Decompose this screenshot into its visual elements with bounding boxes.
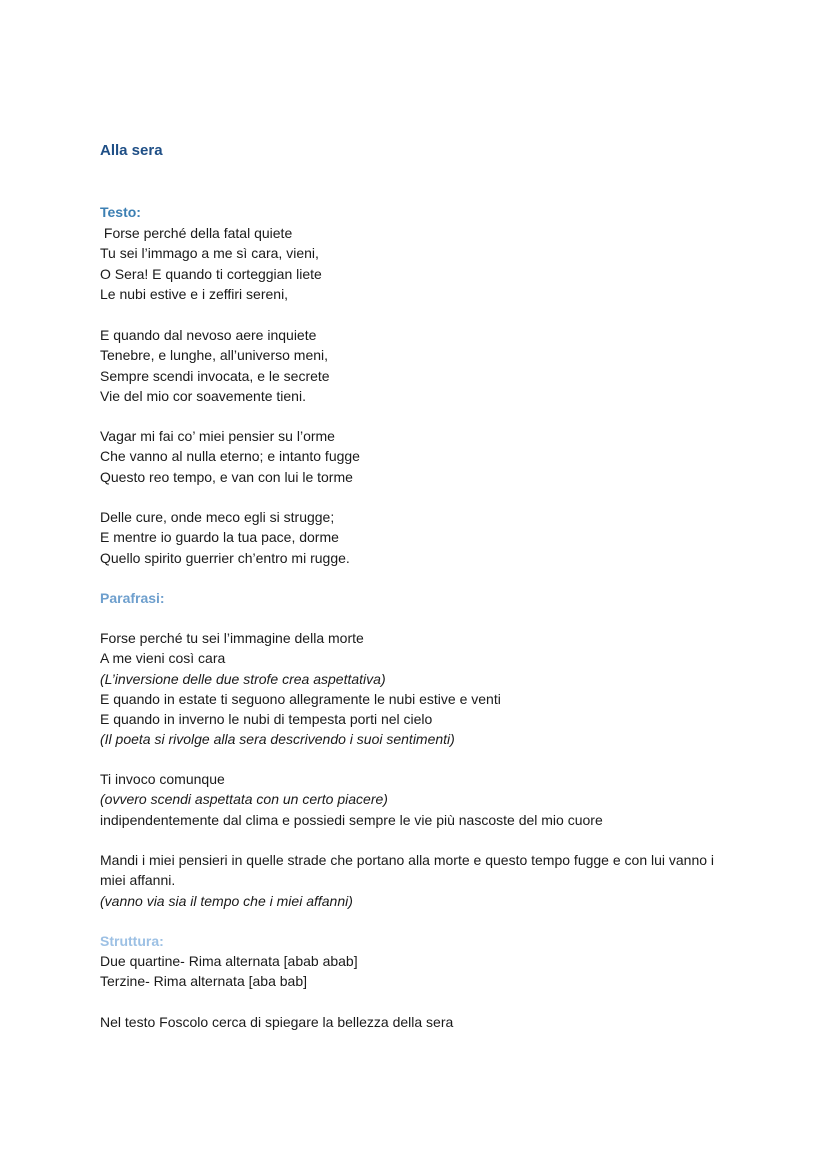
poem-line: Tenebre, e lunghe, all’universo meni, — [100, 347, 329, 364]
poem-stanza-1 — [100, 223, 740, 304]
poem-line: Delle cure, onde meco egli si strugge; — [100, 509, 335, 525]
paraphrase-note: (ovvero scendi aspettata con un certo piacere) — [100, 791, 388, 808]
poem-stanza-4 — [100, 507, 740, 568]
poem-line: Tu sei l’immago a me sì cara, vieni, — [100, 245, 319, 262]
paraphrase-line: A me vieni così cara — [100, 650, 226, 667]
paraphrase-line: Ti invoco comunque — [100, 771, 225, 787]
structure-line: Due quartine- Rima alternata [abab abab] — [100, 953, 358, 969]
struttura-block — [100, 951, 740, 992]
paraphrase-line: Forse perché tu sei l’immagine della morte — [100, 630, 364, 646]
parafrasi-heading: Parafrasi: — [100, 590, 165, 606]
conclusion-paragraph — [100, 1012, 740, 1032]
parafrasi-block-3 — [100, 850, 730, 911]
paraphrase-note: (vanno via sia il tempo che i miei affanni) — [100, 892, 353, 909]
poem-stanza-2 — [100, 325, 740, 406]
conclusion-text: Nel testo Foscolo cerca di spiegare la bellezza della sera — [100, 1014, 454, 1030]
paraphrase-note: (Il poeta si rivolge alla sera descrivendo i suoi sentimenti) — [100, 731, 455, 748]
paraphrase-line: E quando in inverno le nubi di tempesta porti nel cielo — [100, 711, 433, 728]
poem-line: E quando dal nevoso aere inquiete — [100, 327, 317, 343]
poem-line: Sempre scendi invocata, e le secrete — [100, 367, 330, 384]
paraphrase-line: E quando in estate ti seguono allegramente le nubi estive e venti — [100, 690, 501, 707]
poem-line: Vie del mio cor soavemente tieni. — [100, 387, 306, 404]
poem-line: Quello spirito guerrier ch’entro mi rugge. — [100, 549, 350, 566]
paraphrase-line: Mandi i miei pensieri in quelle strade che portano alla morte e questo tempo fugge e con lui vanno i miei affanni. — [100, 852, 715, 889]
poem-line: E mentre io guardo la tua pace, dorme — [100, 529, 339, 546]
paraphrase-line: indipendentemente dal clima e possiedi sempre le vie più nascoste del mio cuore — [100, 811, 603, 828]
parafrasi-block-2 — [100, 769, 740, 830]
structure-line: Terzine- Rima alternata [aba bab] — [100, 973, 307, 990]
poem-stanza-3 — [100, 426, 740, 487]
poem-line: O Sera! E quando ti corteggian liete — [100, 265, 322, 282]
poem-line: Vagar mi fai co’ miei pensier su l’orme — [100, 428, 335, 444]
poem-line: Le nubi estive e i zeffiri sereni, — [100, 285, 289, 302]
poem-line: Questo reo tempo, e van con lui le torme — [100, 468, 353, 485]
poem-line: Forse perché della fatal quiete — [100, 225, 293, 241]
poem-line: Che vanno al nulla eterno; e intanto fugge — [100, 448, 360, 465]
struttura-heading: Struttura: — [100, 933, 164, 949]
parafrasi-block-1 — [100, 628, 740, 750]
paraphrase-note: (L’inversione delle due strofe crea aspettativa) — [100, 670, 386, 687]
testo-heading: Testo: — [100, 204, 141, 220]
page-title: Alla sera — [100, 142, 163, 159]
